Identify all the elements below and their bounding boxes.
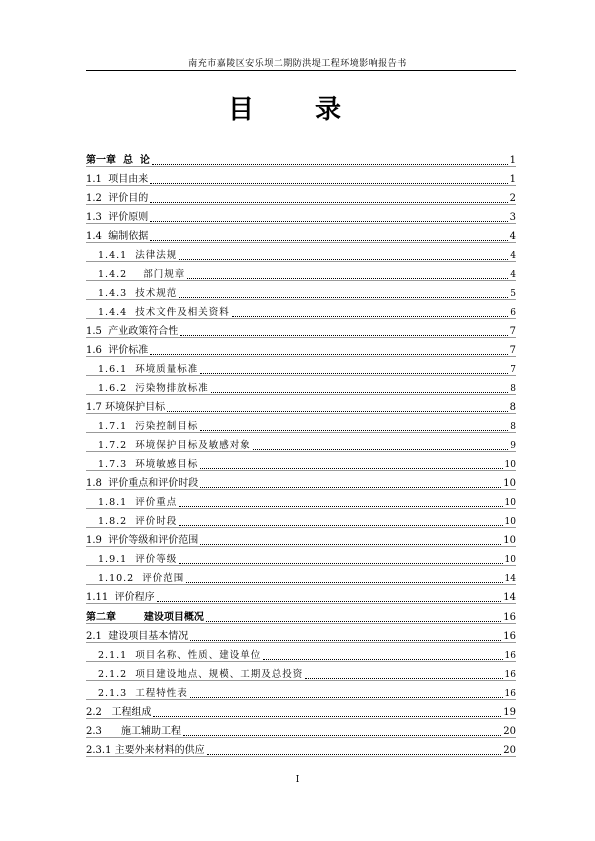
toc-entry[interactable] <box>86 643 516 662</box>
toc-entry-page: 8 <box>509 402 516 414</box>
toc-entry-label: 1.8.2 评价时段 <box>98 516 178 528</box>
dot-leader <box>200 544 501 545</box>
dot-leader <box>150 221 507 222</box>
toc-entry[interactable] <box>86 338 516 357</box>
toc-entry-label: 1.11 评价程序 <box>86 592 155 604</box>
header-rule <box>86 70 516 71</box>
toc-entry-page: 20 <box>503 725 516 737</box>
toc-entry-label: 2.1 建设项目基本情况 <box>86 630 189 642</box>
toc-entry[interactable] <box>86 319 516 338</box>
toc-entry[interactable] <box>86 300 516 319</box>
toc-entry-page: 10 <box>504 517 516 528</box>
toc-entry-page: 10 <box>503 535 516 547</box>
toc-entry-label: 2.3.1 主要外来材料的供应 <box>86 744 205 756</box>
toc-entry-page: 8 <box>510 422 516 433</box>
toc-entry[interactable] <box>86 547 516 566</box>
toc-entry-label: 1.7 环境保护目标 <box>86 402 166 414</box>
toc-entry-label: 2.2 工程组成 <box>86 706 152 718</box>
toc-entry[interactable] <box>86 528 516 547</box>
toc-entry-label: 1.3 评价原则 <box>86 212 149 224</box>
dot-leader <box>207 754 502 755</box>
toc-entry-label: 1.6.2 污染物排放标准 <box>98 383 209 395</box>
toc-entry-label: 1.5 产业政策符合性 <box>86 326 179 338</box>
dot-leader <box>157 601 502 602</box>
toc-entry-page: 9 <box>510 441 516 452</box>
toc-entry-page: 1 <box>509 174 516 186</box>
toc-entry[interactable] <box>86 281 516 300</box>
toc-entry[interactable] <box>86 205 516 224</box>
toc-entry[interactable] <box>86 433 516 452</box>
toc-entry[interactable] <box>86 662 516 681</box>
toc-entry-label: 1.6.1 环境质量标准 <box>98 364 199 376</box>
toc-entry-label: 1.6 评价标准 <box>86 345 149 357</box>
toc-entry-label: 1.4.3 技术规范 <box>98 288 178 300</box>
dot-leader <box>179 259 508 260</box>
toc-entry-label: 2.1.1 项目名称、性质、建设单位 <box>98 649 262 661</box>
toc-entry[interactable] <box>86 224 516 243</box>
toc-entry[interactable] <box>86 719 516 738</box>
dot-leader <box>187 278 508 279</box>
toc-entry-label: 1.7.2 环境保护目标及敏感对象 <box>98 440 251 452</box>
dot-leader <box>190 640 501 641</box>
toc-entry-label: 2.1.3 工程特性表 <box>98 687 188 699</box>
toc-entry[interactable] <box>86 243 516 262</box>
toc-entry-page: 1 <box>509 155 516 167</box>
running-header: 南充市嘉陵区安乐坝二期防洪堤工程环境影响报告书 <box>188 59 407 69</box>
page-number: I <box>295 775 300 785</box>
toc-entry[interactable] <box>86 604 516 623</box>
dot-leader <box>153 716 501 717</box>
toc-entry[interactable] <box>86 585 516 604</box>
toc-entry-label: 2.1.2 项目建设地点、规模、工期及总投资 <box>98 668 304 680</box>
toc-entry-label: 1.8 评价重点和评价时段 <box>86 478 199 490</box>
toc-entry-page: 10 <box>504 498 516 509</box>
dot-leader <box>200 487 501 488</box>
toc-entry-label: 1.4.4 技术文件及相关资料 <box>98 307 230 319</box>
toc-entry-page: 4 <box>510 251 516 262</box>
dot-leader <box>263 659 502 660</box>
toc-entry-label: 第一章 总 论 <box>86 155 150 167</box>
dot-leader <box>152 164 508 165</box>
dot-leader <box>206 621 501 622</box>
toc-entry-page: 16 <box>504 688 516 699</box>
toc-entry[interactable] <box>86 509 516 528</box>
toc-entry-page: 10 <box>503 478 516 490</box>
toc-entry-label: 1.9 评价等级和评价范围 <box>86 535 199 547</box>
toc-entry-label: 1.7.1 污染控制目标 <box>98 421 199 433</box>
toc-entry[interactable] <box>86 566 516 585</box>
toc-entry-label: 1.9.1 评价等级 <box>98 554 178 566</box>
toc-entry[interactable] <box>86 395 516 414</box>
toc-entry-page: 3 <box>509 212 516 224</box>
toc-entry[interactable] <box>86 624 516 643</box>
toc-entry-page: 20 <box>503 744 516 756</box>
toc-entry-label: 第二章 建设项目概况 <box>86 611 204 623</box>
toc-entry[interactable] <box>86 414 516 433</box>
toc-entry[interactable] <box>86 738 516 757</box>
toc-entry[interactable] <box>86 186 516 205</box>
toc-entry-page: 16 <box>504 650 516 661</box>
toc-entry[interactable] <box>86 700 516 719</box>
dot-leader <box>190 697 503 698</box>
dot-leader <box>179 525 502 526</box>
dot-leader <box>200 468 502 469</box>
toc-entry[interactable] <box>86 148 516 167</box>
toc-entry-page: 4 <box>509 231 516 243</box>
toc-entry-page: 16 <box>504 669 516 680</box>
toc-entry-label: 1.4.1 法律法规 <box>98 250 178 262</box>
toc-entry[interactable] <box>86 262 516 281</box>
dot-leader <box>305 678 502 679</box>
toc-entry-page: 14 <box>504 574 516 585</box>
toc-entry[interactable] <box>86 452 516 471</box>
toc-entry[interactable] <box>86 376 516 395</box>
toc-entry-page: 5 <box>510 289 516 300</box>
toc-entry-label: 1.7.3 环境敏感目标 <box>98 459 199 471</box>
toc-entry[interactable] <box>86 471 516 490</box>
toc-entry-page: 16 <box>503 611 516 623</box>
dot-leader <box>150 202 507 203</box>
dot-leader <box>180 335 507 336</box>
dot-leader <box>253 449 508 450</box>
toc-entry[interactable] <box>86 167 516 186</box>
toc-entry[interactable] <box>86 490 516 509</box>
entry-underline <box>86 756 516 757</box>
dot-leader <box>179 506 502 507</box>
dot-leader <box>150 183 507 184</box>
dot-leader <box>167 411 508 412</box>
toc-entry-page: 7 <box>509 345 516 357</box>
toc-entry-label: 1.10.2 评价范围 <box>98 573 185 585</box>
dot-leader <box>200 430 508 431</box>
toc-entry-label: 1.2 评价目的 <box>86 193 149 205</box>
dot-leader <box>200 373 508 374</box>
dot-leader <box>183 735 501 736</box>
toc-entry-page: 10 <box>504 460 516 471</box>
toc-entry-page: 7 <box>510 365 516 376</box>
toc-entry-label: 1.8.1 评价重点 <box>98 497 178 509</box>
toc-entry-page: 16 <box>503 630 516 642</box>
toc-entry[interactable] <box>86 681 516 700</box>
dot-leader <box>232 316 508 317</box>
dot-leader <box>150 240 507 241</box>
page-title: 目 录 <box>227 95 368 125</box>
toc-entry-page: 10 <box>504 555 516 566</box>
toc-entry-page: 7 <box>509 326 516 338</box>
toc-entry-page: 14 <box>503 592 516 604</box>
toc-entry-page: 19 <box>503 706 516 718</box>
dot-leader <box>211 392 508 393</box>
dot-leader <box>179 563 502 564</box>
dot-leader <box>179 297 508 298</box>
toc-entry-label: 2.3 施工辅助工程 <box>86 725 181 737</box>
dot-leader <box>186 582 502 583</box>
toc-entry-label: 1.1 项目由来 <box>86 174 149 186</box>
toc-entry[interactable] <box>86 357 516 376</box>
toc-entry-page: 4 <box>510 270 516 281</box>
toc-entry-page: 8 <box>510 384 516 395</box>
toc-entry-label: 1.4 编制依据 <box>86 231 149 243</box>
toc-entry-page: 6 <box>510 308 516 319</box>
dot-leader <box>150 354 507 355</box>
table-of-contents <box>86 148 516 757</box>
toc-entry-page: 2 <box>509 193 516 205</box>
toc-entry-label: 1.4.2 部门规章 <box>98 269 186 281</box>
